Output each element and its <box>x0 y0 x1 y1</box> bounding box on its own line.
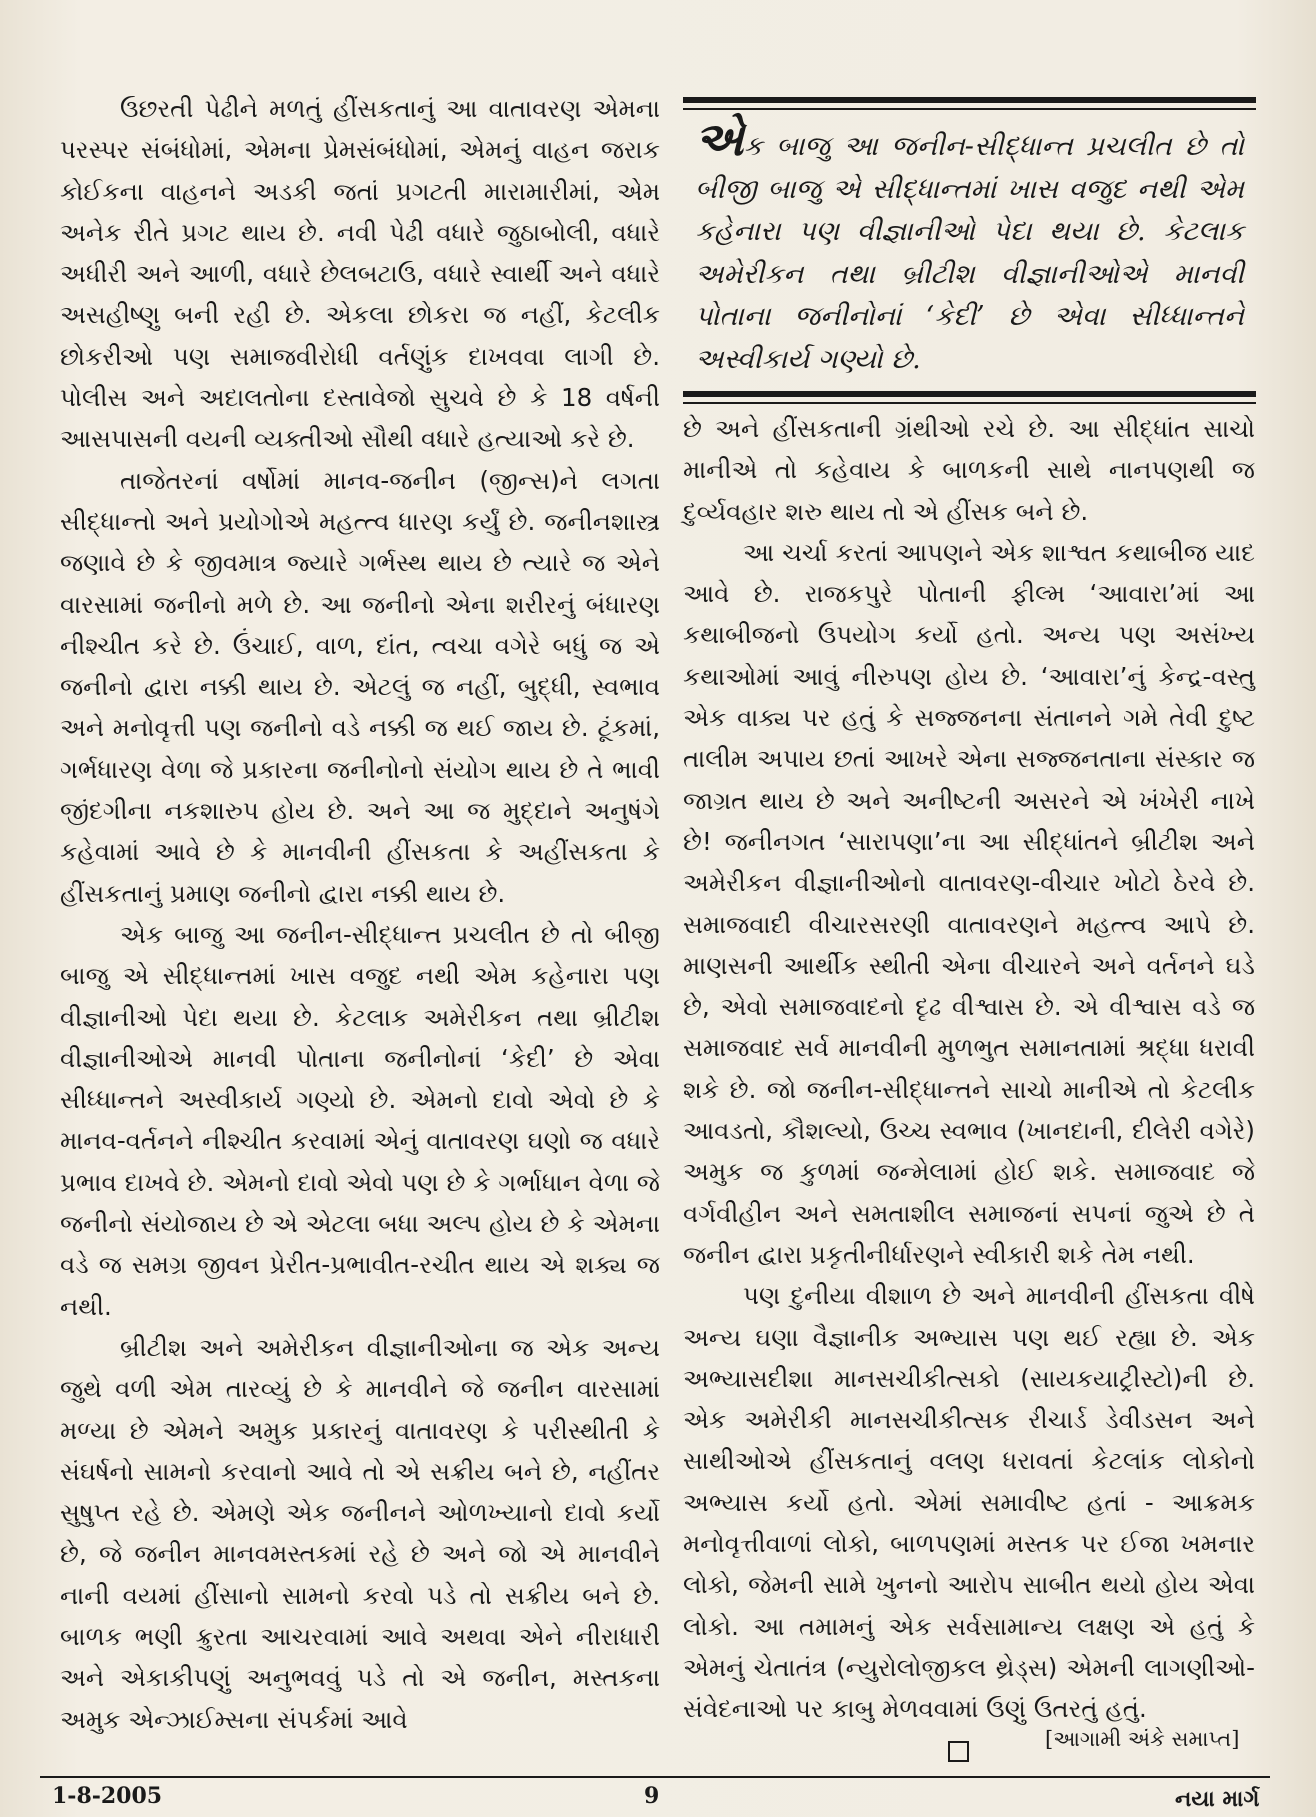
paragraph: પણ દુનીયા વીશાળ છે અને માનવીની હીંસકતા વીષે અન્ય ઘણા વૈજ્ઞાનીક અભ્યાસ પણ થઈ રહ્યા છે. એક અભ્યાસદીશા માનસચીકીત્સકો (સાયકયાટ્રીસ્ટો)ની છે. એક અમેરીકી માનસચીકીત્સક રીચાર્ડ ડેવીડસન અને સાથીઓએ હીંસકતાનું વલણ ધરાવતાં કેટલાંક લોકોનો અભ્યાસ કર્યો હતો. એમાં સમાવીષ્ટ હતાં - આક્રમક મનોવૃત્તીવાળાં લોકો, બાળપણમાં મસ્તક પર ઈજા ખમનાર લોકો, જેમની સામે ખુનનો આરોપ સાબીત થયો હોય એવા લોકો. આ તમામનું એક સર્વસામાન્ય લક્ષણ એ હતું કે એમનું ચેતાતંત્ર (ન્યુરોલોજીકલ થ્રેડ્સ) એમની લાગણીઓ-સંવેદનાઓ પર કાબુ મેળવવામાં ઉણું ઉતરતું હતું. <box>683 1281 1255 1724</box>
footer-divider <box>40 1776 1270 1778</box>
divider <box>683 402 1256 404</box>
paragraph: આ ચર્ચા કરતાં આપણને એક શાશ્વત કથાબીજ યાદ આવે છે. રાજકપુરે પોતાની ફીલ્મ ‘આવારા’માં આ કથાબીજનો ઉપયોગ કર્યો હતો. અન્ય પણ અસંખ્ય કથાઓમાં આવું નીરુપણ હોય છે. ‘આવારા’નું કેન્દ્ર-વસ્તુ એક વાક્ય પર હતું કે સજ્જનના સંતાનને ગમે તેવી દુષ્ટ તાલીમ અપાય છતાં આખરે એના સજ્જનતાના સંસ્કાર જ જાગ્રત થાય છે અને અનીષ્ટની અસરને એ ખંખેરી નાખે છે! જનીનગત ‘સારાપણા’ના આ સીદ્ધાંતને બ્રીટીશ અને અમેરીકન વીજ્ઞાનીઓનો વાતાવરણ-વીચાર ખોટો ઠેરવે છે. સમાજવાદી વીચારસરણી વાતાવરણને મહત્ત્વ આપે છે. માણસની આર્થીક સ્થીતી એના વીચારને અને વર્તનને ઘડે છે, એવો સમાજવાદનો દૃઢ વીશ્વાસ છે. એ વીશ્વાસ વડે જ સમાજવાદ સર્વ માનવીની મુળભુત સમાનતામાં શ્રદ્ધા ધરાવી શકે છે. જો જનીન-સીદ્ધાન્તને સાચો માનીએ તો કેટલીક આવડતો, કૌશલ્યો, ઉચ્ચ સ્વભાવ (ખાનદાની, દીલેરી વગેરે) અમુક જ કુળમાં જન્મેલામાં હોઈ શકે. સમાજવાદ જે વર્ગવીહીન અને સમતાશીલ સમાજનાં સપનાં જુએ છે તે જનીન દ્વારા પ્રકૃતીનીર્ધારણને સ્વીકારી શકે તેમ નથી. <box>683 537 1255 1269</box>
pull-quote-text <box>683 110 1256 391</box>
magazine-name: નયા માર્ગ <box>1175 1787 1260 1812</box>
right-column <box>683 408 1255 1730</box>
page-number: 9 <box>644 1783 660 1809</box>
paragraph: બ્રીટીશ અને અમેરીકન વીજ્ઞાનીઓના જ એક અન્ય જુથે વળી એમ તારવ્યું છે કે માનવીને જે જનીન વારસામાં મળ્યા છે એમને અમુક પ્રકારનું વાતાવરણ કે પરીસ્થીતી કે સંઘર્ષનો સામનો કરવાનો આવે તો એ સક્રીય બને છે, નહીંતર સુષુપ્ત રહે છે. એમણે એક જનીનને ઓળખ્યાનો દાવો કર્યો છે, જે જનીન માનવમસ્તકમાં રહે છે અને જો એ માનવીને નાની વયમાં હીંસાનો સામનો કરવો પડે તો સક્રીય બને છે. બાળક ભણી ક્રુરતા આચરવામાં આવે અથવા એને નીરાધારી અને એકાકીપણું અનુભવવું પડે તો એ જનીન, મસ્તકના અમુક એન્ઝાઈમ્સના સંપર્કમાં આવે <box>60 1332 660 1734</box>
divider <box>683 391 1256 397</box>
pull-quote <box>683 97 1256 404</box>
left-column <box>60 88 660 1740</box>
series-note: [આગામી અંકે સમાપ્ત] <box>1045 1727 1240 1751</box>
pull-quote-body: ક બાજુ આ જનીન-સીદ્ધાન્ત પ્રચલીત છે તો બીજી બાજુ એ સીદ્ધાન્તમાં ખાસ વજુદ નથી એમ કહેનારા પણ વીજ્ઞાનીઓ પેદા થયા છે. કેટલાક અમેરીકન તથા બ્રીટીશ વીજ્ઞાનીઓએ માનવી પોતાના જનીનોનાં ‘કેદી’ છે એવા સીધ્ધાન્તને અસ્વીકાર્ય ગણ્યો છે. <box>695 131 1244 375</box>
divider <box>683 97 1256 103</box>
drop-cap: એ <box>695 112 744 166</box>
paragraph: ઉછરતી પેઢીને મળતું હીંસકતાનું આ વાતાવરણ એમના પરસ્પર સંબંધોમાં, એમના પ્રેમસંબંધોમાં, એમનું વાહન જરાક કોઈકના વાહનને અડકી જતાં પ્રગટતી મારામારીમાં, એમ અનેક રીતે પ્રગટ થાય છે. નવી પેઢી વધારે જુઠાબોલી, વધારે અધીરી અને આળી, વધારે છેલબટાઉ, વધારે સ્વાર્થી અને વધારે અસહીષ્ણુ બની રહી છે. એકલા છોકરા જ નહીં, કેટલીક છોકરીઓ પણ સમાજવીરોધી વર્તણુંક દાખવવા લાગી છે. પોલીસ અને અદાલતોના દસ્તાવેજો સુચવે છે કે 18 વર્ષની આસપાસની વયની વ્યક્તીઓ સૌથી વધારે હત્યાઓ કરે છે. <box>60 94 660 454</box>
end-mark-icon <box>948 1741 969 1762</box>
paragraph: છે અને હીંસકતાની ગ્રંથીઓ રચે છે. આ સીદ્ધાંત સાચો માનીએ તો કહેવાય કે બાળકની સાથે નાનપણથી જ દુર્વ્યવહાર શરુ થાય તો એ હીંસક બને છે. <box>683 414 1255 526</box>
paragraph: એક બાજુ આ જનીન-સીદ્ધાન્ત પ્રચલીત છે તો બીજી બાજુ એ સીદ્ધાન્તમાં ખાસ વજુદ નથી એમ કહેનારા પણ વીજ્ઞાનીઓ પેદા થયા છે. કેટલાક અમેરીકન તથા બ્રીટીશ વીજ્ઞાનીઓએ માનવી પોતાના જનીનોનાં ‘કેદી’ છે એવા સીધ્ધાન્તને અસ્વીકાર્ય ગણ્યો છે. એમનો દાવો એવો છે કે માનવ-વર્તનને નીશ્ચીત કરવામાં એનું વાતાવરણ ઘણો જ વધારે પ્રભાવ દાખવે છે. એમનો દાવો એવો પણ છે કે ગર્ભાધાન વેળા જે જનીનો સંયોજાય છે એ એટલા બધા અલ્પ હોય છે કે એમના વડે જ સમગ્ર જીવન પ્રેરીત-પ્રભાવીત-રચીત થાય એ શક્ય જ નથી. <box>60 919 660 1321</box>
issue-date: 1-8-2005 <box>52 1783 163 1809</box>
paragraph: તાજેતરનાં વર્ષોમાં માનવ-જનીન (જીન્સ)ને લગતા સીદ્ધાન્તો અને પ્રયોગોએ મહત્ત્વ ધારણ કર્યું છે. જનીનશાસ્ત્ર જણાવે છે કે જીવમાત્ર જ્યારે ગર્ભસ્થ થાય છે ત્યારે જ એને વારસામાં જનીનો મળે છે. આ જનીનો એના શરીરનું બંધારણ નીશ્ચીત કરે છે. ઉંચાઈ, વાળ, દાંત, ત્વચા વગેરે બધું જ એ જનીનો દ્વારા નક્કી થાય છે. એટલું જ નહીં, બુદ્ધી, સ્વભાવ અને મનોવૃત્તી પણ જનીનો વડે નક્કી જ થઈ જાય છે. ટૂંકમાં, ગર્ભધારણ વેળા જે પ્રકારના જનીનોનો સંયોગ થાય છે તે ભાવી જીંદગીના નકશારુપ હોય છે. અને આ જ મુદ્દાને અનુષંગે કહેવામાં આવે છે કે માનવીની હીંસકતા કે અહીંસકતા કે હીંસકતાનું પ્રમાણ જનીનો દ્વારા નક્કી થાય છે. <box>60 465 660 908</box>
